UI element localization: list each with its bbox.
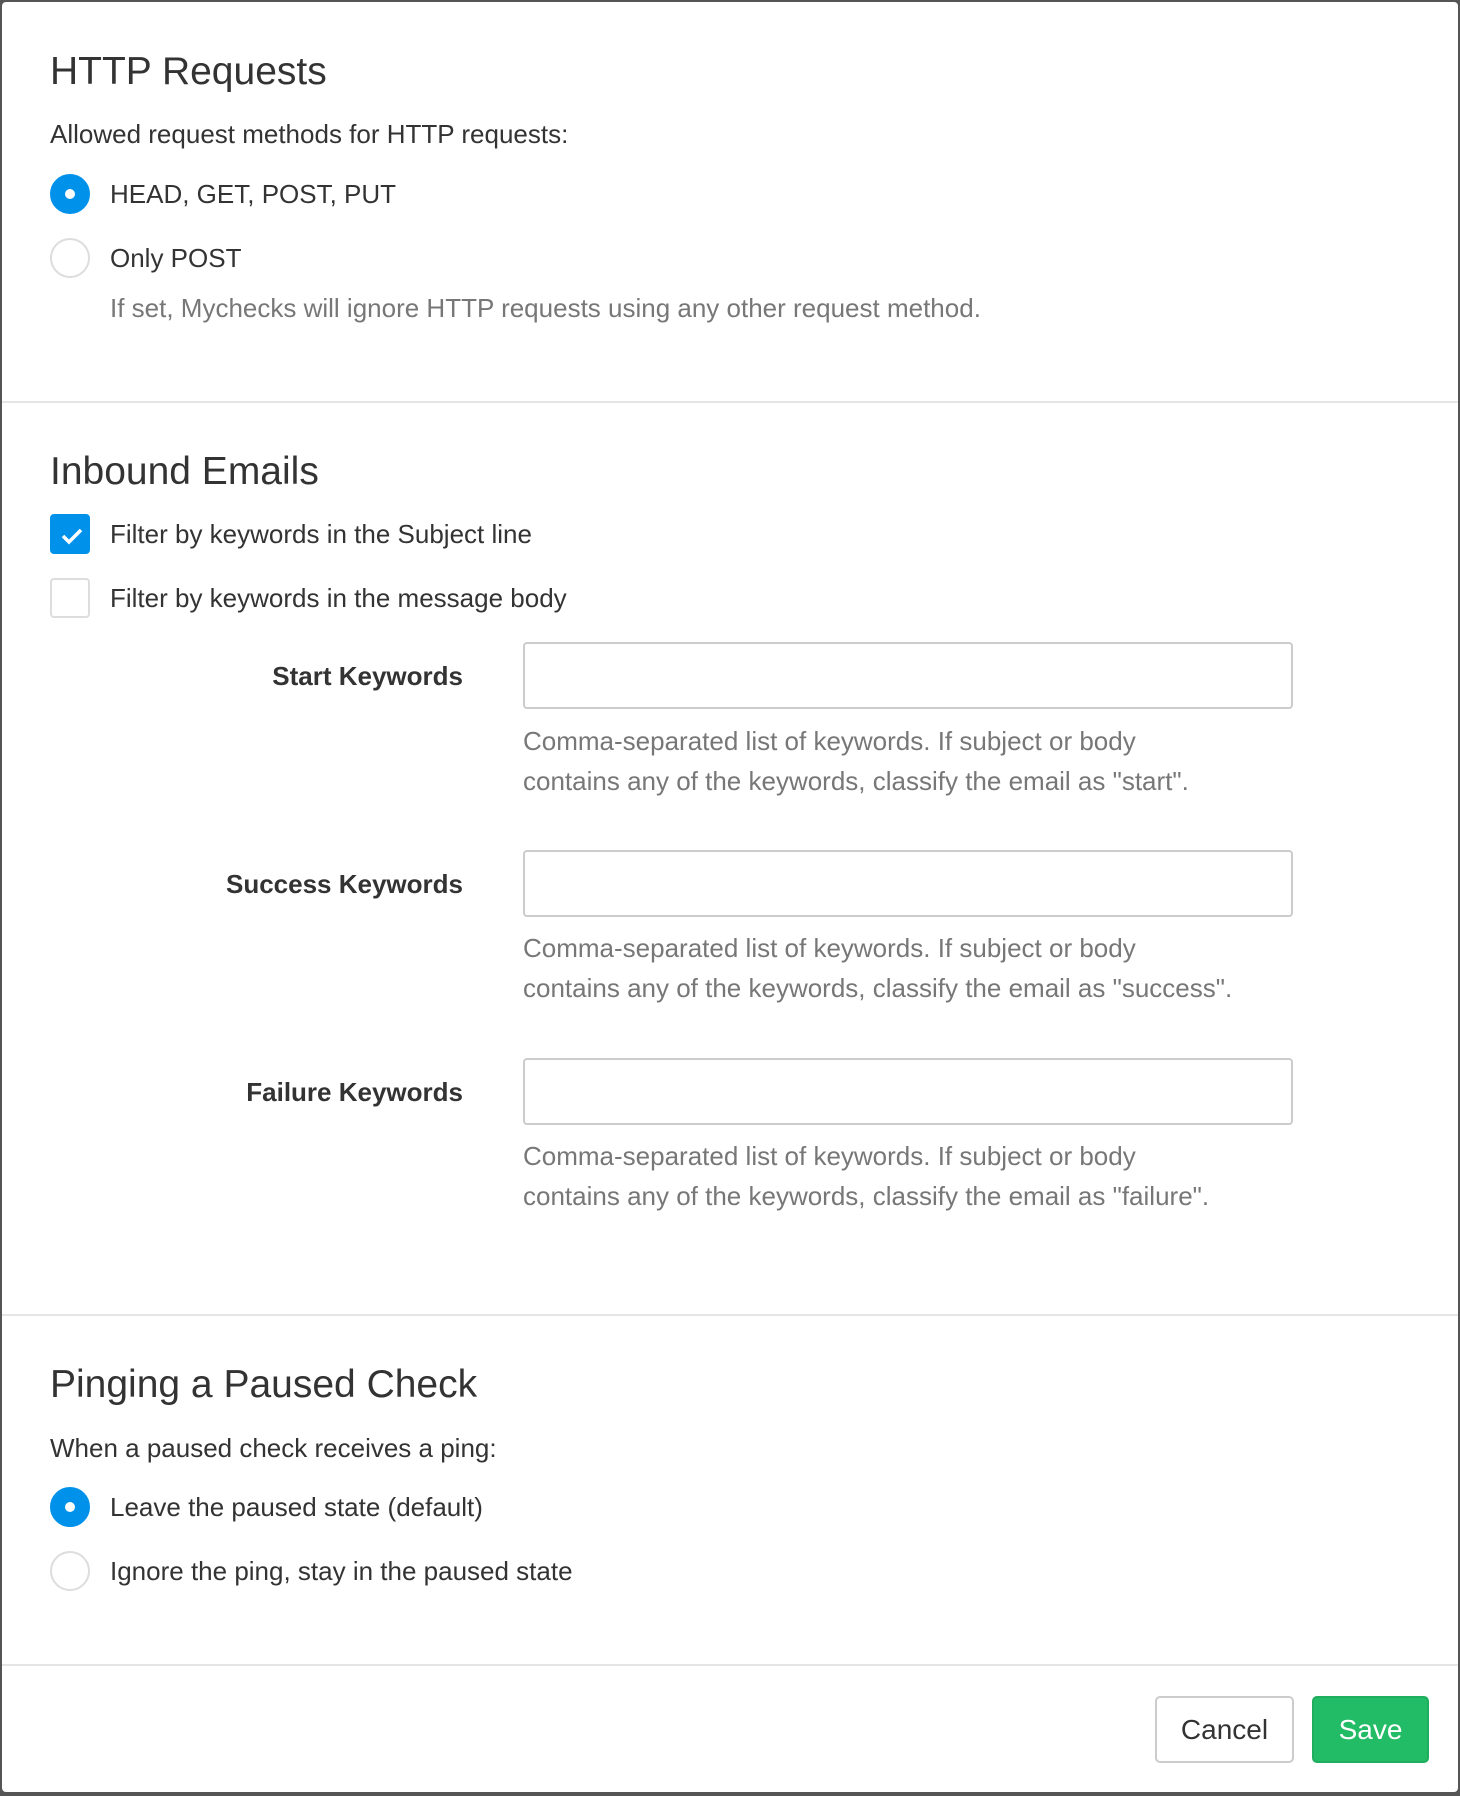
radio-label[interactable]: Only POST: [110, 243, 242, 273]
footer-divider: [2, 1664, 1458, 1666]
cancel-button[interactable]: Cancel: [1155, 1696, 1294, 1763]
success-keywords-input[interactable]: [523, 850, 1293, 917]
radio-ignore-ping[interactable]: [50, 1551, 90, 1591]
radio-label[interactable]: Ignore the ping, stay in the paused state: [110, 1556, 573, 1586]
success-keywords-label: Success Keywords: [225, 869, 463, 899]
failure-keywords-help: Comma-separated list of keywords. If subject or body: [523, 1141, 1136, 1171]
http-section-title: HTTP Requests: [50, 50, 327, 93]
paused-section-title: Pinging a Paused Check: [50, 1363, 478, 1406]
failure-keywords-help: contains any of the keywords, classify the email as "failure".: [523, 1181, 1210, 1211]
success-keywords-help: contains any of the keywords, classify the email as "success".: [523, 973, 1233, 1003]
start-keywords-help: Comma-separated list of keywords. If subject or body: [523, 726, 1136, 756]
save-button[interactable]: Save: [1312, 1696, 1429, 1763]
checkbox-label[interactable]: Filter by keywords in the message body: [110, 583, 567, 613]
filtering-rules-modal: [2, 2, 1458, 1792]
http-prompt: Allowed request methods for HTTP requests:: [50, 119, 569, 149]
radio-label[interactable]: Leave the paused state (default): [110, 1492, 483, 1522]
radio-leave-paused[interactable]: [50, 1487, 90, 1527]
start-keywords-help: contains any of the keywords, classify the email as "start".: [523, 766, 1189, 796]
failure-keywords-input[interactable]: [523, 1058, 1293, 1125]
email-section-title: Inbound Emails: [50, 450, 319, 493]
radio-only-post[interactable]: [50, 238, 90, 278]
radio-label[interactable]: HEAD, GET, POST, PUT: [110, 179, 397, 209]
divider: [2, 1314, 1458, 1316]
start-keywords-label: Start Keywords: [272, 661, 463, 691]
failure-keywords-label: Failure Keywords: [246, 1077, 463, 1107]
checkbox-subject-filter[interactable]: [50, 514, 90, 554]
checkmark-icon: [60, 524, 84, 548]
divider: [2, 401, 1458, 403]
paused-prompt: When a paused check receives a ping:: [50, 1433, 497, 1463]
checkbox-label[interactable]: Filter by keywords in the Subject line: [110, 519, 532, 549]
radio-head-get-post-put[interactable]: [50, 174, 90, 214]
start-keywords-input[interactable]: [523, 642, 1293, 709]
checkbox-body-filter[interactable]: [50, 578, 90, 618]
success-keywords-help: Comma-separated list of keywords. If subject or body: [523, 933, 1136, 963]
http-help-text: If set, Mychecks will ignore HTTP requests using any other request method.: [110, 293, 981, 323]
